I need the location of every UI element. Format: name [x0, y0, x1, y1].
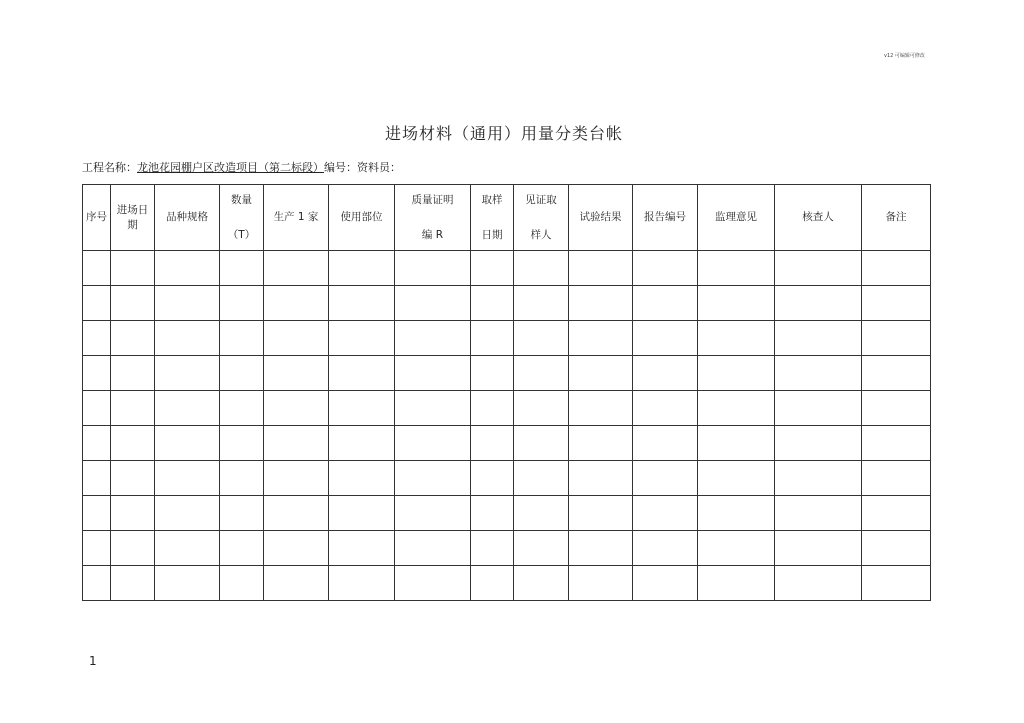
table-cell[interactable] [514, 356, 569, 391]
table-row [83, 286, 931, 321]
table-cell[interactable] [569, 321, 633, 356]
table-cell[interactable] [329, 426, 395, 461]
table-cell[interactable] [775, 461, 862, 496]
header-checker: 核查人 [775, 185, 862, 251]
header-report-number: 报告编号 [633, 185, 698, 251]
clerk-label: 资料员： [357, 161, 401, 174]
table-cell[interactable] [514, 321, 569, 356]
table-cell[interactable] [220, 531, 264, 566]
header-entry-date: 进场日 期 [111, 185, 155, 251]
table-cell[interactable] [329, 321, 395, 356]
table-cell[interactable] [471, 496, 514, 531]
table-cell[interactable] [698, 321, 775, 356]
table-cell[interactable] [395, 251, 471, 286]
table-cell[interactable] [633, 426, 698, 461]
table-cell[interactable] [220, 251, 264, 286]
table-cell[interactable] [569, 461, 633, 496]
table-cell[interactable] [155, 426, 220, 461]
table-row [83, 426, 931, 461]
table-cell[interactable] [633, 321, 698, 356]
table-cell[interactable] [83, 391, 111, 426]
table-cell[interactable] [264, 496, 329, 531]
table-cell[interactable] [569, 251, 633, 286]
table-row [83, 531, 931, 566]
table-cell[interactable] [514, 391, 569, 426]
table-cell[interactable] [862, 286, 931, 321]
table-cell[interactable] [155, 566, 220, 601]
header-usage-location: 使用部位 [329, 185, 395, 251]
table-row [83, 356, 931, 391]
table-cell[interactable] [514, 496, 569, 531]
table-cell[interactable] [698, 391, 775, 426]
table-cell[interactable] [264, 391, 329, 426]
table-cell[interactable] [155, 356, 220, 391]
table-cell[interactable] [471, 461, 514, 496]
table-cell[interactable] [775, 321, 862, 356]
table-cell[interactable] [264, 286, 329, 321]
table-cell[interactable] [264, 356, 329, 391]
table-cell[interactable] [862, 391, 931, 426]
table-cell[interactable] [264, 566, 329, 601]
table-cell[interactable] [155, 251, 220, 286]
table-cell[interactable] [471, 531, 514, 566]
header-spec: 品种规格 [155, 185, 220, 251]
table-cell[interactable] [569, 426, 633, 461]
table-row [83, 391, 931, 426]
table-cell[interactable] [514, 251, 569, 286]
table-cell[interactable] [329, 531, 395, 566]
table-cell[interactable] [633, 531, 698, 566]
table-cell[interactable] [83, 496, 111, 531]
project-name-label: 工程名称： [82, 161, 137, 174]
table-cell[interactable] [111, 286, 155, 321]
table-cell[interactable] [395, 566, 471, 601]
document-title: 进场材料（通用）用量分类台帐 [384, 124, 623, 143]
table-cell[interactable] [329, 356, 395, 391]
table-cell[interactable] [220, 321, 264, 356]
table-cell[interactable] [569, 531, 633, 566]
table-cell[interactable] [155, 496, 220, 531]
header-sampling-date: 取样 日期 [471, 185, 514, 251]
table-cell[interactable] [471, 251, 514, 286]
table-cell[interactable] [329, 496, 395, 531]
table-cell[interactable] [862, 461, 931, 496]
header-seq: 序号 [83, 185, 111, 251]
table-cell[interactable] [698, 251, 775, 286]
table-cell[interactable] [111, 321, 155, 356]
project-info-line [82, 159, 401, 175]
project-name-value: 龙池花园棚户区改造项目（第二标段） [137, 161, 324, 174]
table-row [83, 496, 931, 531]
table-cell[interactable] [775, 251, 862, 286]
table-cell[interactable] [155, 321, 220, 356]
table-cell[interactable] [111, 391, 155, 426]
table-cell[interactable] [329, 286, 395, 321]
table-cell[interactable] [395, 356, 471, 391]
table-cell[interactable] [471, 286, 514, 321]
table-cell[interactable] [155, 461, 220, 496]
table-cell[interactable] [220, 356, 264, 391]
table-cell[interactable] [698, 496, 775, 531]
table-cell[interactable] [329, 391, 395, 426]
table-cell[interactable] [862, 251, 931, 286]
table-cell[interactable] [395, 426, 471, 461]
table-cell[interactable] [569, 391, 633, 426]
table-cell[interactable] [775, 566, 862, 601]
table-cell[interactable] [395, 286, 471, 321]
table-cell[interactable] [83, 426, 111, 461]
table-cell[interactable] [633, 286, 698, 321]
table-cell[interactable] [111, 566, 155, 601]
table-cell[interactable] [775, 426, 862, 461]
table-cell[interactable] [698, 286, 775, 321]
table-cell[interactable] [395, 391, 471, 426]
table-cell[interactable] [329, 566, 395, 601]
table-cell[interactable] [264, 251, 329, 286]
table-cell[interactable] [111, 461, 155, 496]
table-cell[interactable] [775, 496, 862, 531]
table-cell[interactable] [633, 461, 698, 496]
table-row [83, 566, 931, 601]
table-cell[interactable] [698, 356, 775, 391]
header-remarks: 备注 [862, 185, 931, 251]
table-cell[interactable] [471, 426, 514, 461]
table-cell[interactable] [329, 461, 395, 496]
table-cell[interactable] [862, 321, 931, 356]
header-manufacturer: 生产 1 家 [264, 185, 329, 251]
table-cell[interactable] [395, 496, 471, 531]
header-quality-cert: 质量证明 编 R [395, 185, 471, 251]
table-cell[interactable] [155, 531, 220, 566]
table-cell[interactable] [264, 426, 329, 461]
table-cell[interactable] [220, 461, 264, 496]
table-cell[interactable] [83, 251, 111, 286]
page-number: 1 [89, 654, 97, 668]
table-cell[interactable] [514, 461, 569, 496]
table-cell[interactable] [633, 496, 698, 531]
table-cell[interactable] [569, 496, 633, 531]
table-cell[interactable] [633, 566, 698, 601]
table-cell[interactable] [775, 286, 862, 321]
table-cell[interactable] [264, 461, 329, 496]
table-row [83, 461, 931, 496]
number-label: 编号： [324, 161, 357, 174]
table-cell[interactable] [698, 461, 775, 496]
table-cell[interactable] [698, 531, 775, 566]
header-note: v12 可编辑可修改 [884, 53, 925, 59]
table-row [83, 321, 931, 356]
table-cell[interactable] [862, 496, 931, 531]
table-cell[interactable] [83, 566, 111, 601]
table-cell[interactable] [569, 566, 633, 601]
header-row [83, 185, 931, 251]
header-quantity: 数量 （T） [220, 185, 264, 251]
header-test-result: 试验结果 [569, 185, 633, 251]
table-cell[interactable] [775, 531, 862, 566]
header-supervision-opinion: 监理意见 [698, 185, 775, 251]
ledger-table [82, 184, 931, 601]
table-cell[interactable] [220, 426, 264, 461]
table-cell[interactable] [633, 251, 698, 286]
ledger-body [83, 251, 931, 601]
table-cell[interactable] [471, 391, 514, 426]
table-cell[interactable] [633, 356, 698, 391]
table-cell[interactable] [862, 531, 931, 566]
table-cell[interactable] [155, 391, 220, 426]
table-cell[interactable] [220, 496, 264, 531]
table-cell[interactable] [83, 321, 111, 356]
table-cell[interactable] [471, 321, 514, 356]
table-cell[interactable] [862, 356, 931, 391]
table-cell[interactable] [862, 566, 931, 601]
table-cell[interactable] [514, 566, 569, 601]
table-cell[interactable] [775, 356, 862, 391]
table-cell[interactable] [395, 461, 471, 496]
table-cell[interactable] [698, 426, 775, 461]
table-row [83, 251, 931, 286]
table-cell[interactable] [264, 321, 329, 356]
table-cell[interactable] [111, 496, 155, 531]
table-cell[interactable] [329, 251, 395, 286]
table-cell[interactable] [698, 566, 775, 601]
table-cell[interactable] [862, 426, 931, 461]
table-cell[interactable] [775, 391, 862, 426]
table-cell[interactable] [111, 251, 155, 286]
table-cell[interactable] [471, 356, 514, 391]
table-cell[interactable] [83, 461, 111, 496]
table-cell[interactable] [111, 531, 155, 566]
table-cell[interactable] [83, 356, 111, 391]
table-cell[interactable] [111, 426, 155, 461]
table-cell[interactable] [514, 286, 569, 321]
table-cell[interactable] [220, 391, 264, 426]
table-cell[interactable] [395, 531, 471, 566]
table-cell[interactable] [633, 391, 698, 426]
table-cell[interactable] [83, 286, 111, 321]
table-cell[interactable] [264, 531, 329, 566]
table-cell[interactable] [471, 566, 514, 601]
table-cell[interactable] [569, 356, 633, 391]
table-cell[interactable] [220, 286, 264, 321]
table-cell[interactable] [514, 531, 569, 566]
table-cell[interactable] [220, 566, 264, 601]
header-witness-sampler: 见证取 样人 [514, 185, 569, 251]
table-cell[interactable] [395, 321, 471, 356]
table-cell[interactable] [155, 286, 220, 321]
table-cell[interactable] [569, 286, 633, 321]
table-cell[interactable] [514, 426, 569, 461]
table-cell[interactable] [111, 356, 155, 391]
table-cell[interactable] [83, 531, 111, 566]
